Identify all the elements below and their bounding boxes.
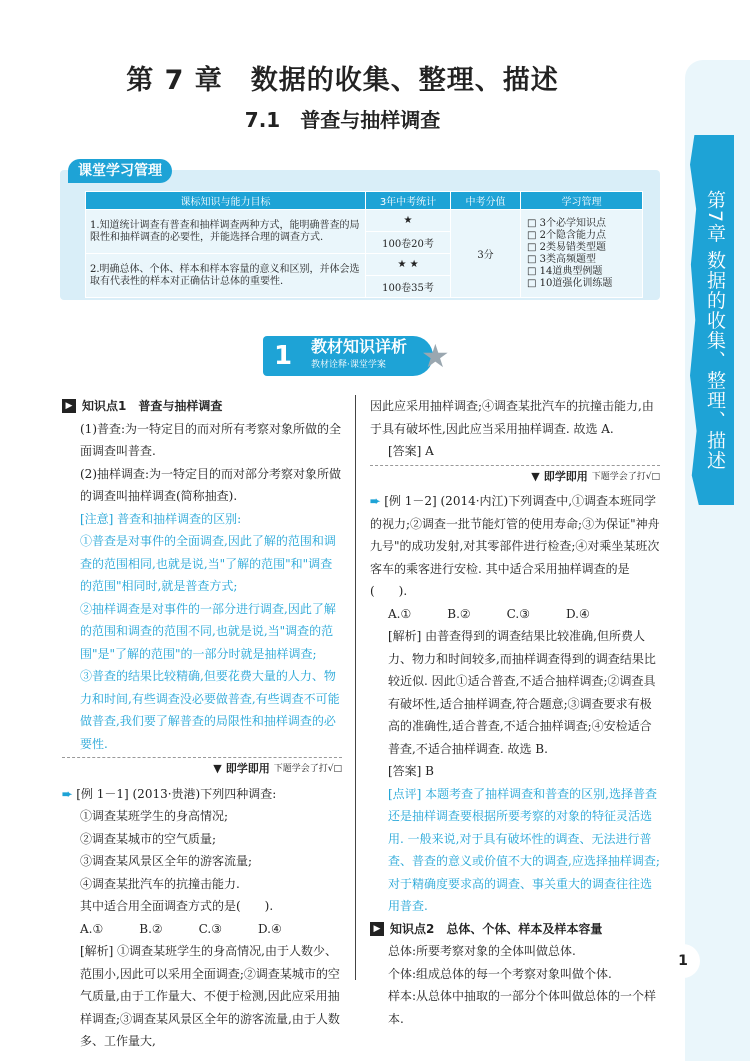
header-management: 学习管理 bbox=[521, 192, 643, 210]
left-column bbox=[62, 395, 342, 1053]
knowledge-point-2: ▶ 知识点2 总体、个体、样本及样本容量 bbox=[370, 918, 660, 941]
analysis-continued: 因此应采用抽样调查;④调查某批汽车的抗撞击能力,由于具有破坏性,因此应当采用抽样调查. 故选 A. bbox=[370, 399, 654, 436]
goal-1-count: 100卷20考 bbox=[366, 232, 451, 254]
checklist-item[interactable]: □ 10道强化训练题 bbox=[527, 277, 613, 289]
checklist-item[interactable]: □ 3类高频题型 bbox=[527, 253, 596, 265]
star-icon: ★ bbox=[421, 337, 450, 375]
choice: C.③ bbox=[506, 606, 530, 621]
checklist-item[interactable]: □ 2个隐含能力点 bbox=[527, 229, 606, 241]
choice: C.③ bbox=[198, 921, 222, 936]
answer: [答案] A bbox=[388, 444, 434, 458]
play-icon: ▶ bbox=[62, 399, 76, 413]
arrow-icon: ➨ bbox=[370, 494, 385, 508]
example-item: ④调查某批汽车的抗撞击能力. bbox=[80, 876, 240, 891]
definition: 总体:所要考察对象的全体叫做总体. bbox=[388, 944, 576, 958]
answer-choices bbox=[370, 603, 660, 626]
arrow-icon: ➨ bbox=[62, 786, 77, 801]
analysis: [解析] 由普查得到的调查结果比较准确,但所费人力、物力和时间较多,而抽样调查得到的调查结果比较近似. 因此①适合普查,不适合抽样调查;②调查具有破坏性,适合抽样调查,符合题意;③调查要求有极高的准确性,适合普查,不适合抽样调查;④安检适合普查,不适合抽样调查. 故选 B. bbox=[388, 629, 656, 756]
play-icon: ▶ bbox=[370, 922, 384, 936]
note-item: ③普查的结果比较精确,但要花费大量的人力、物力和时间,有些调查没必要做普查,有些调查不可能做普查,我们要了解普查的局限性和抽样调查的必要性. bbox=[80, 669, 340, 751]
example-title: ➨ [例 1－1] (2013·贵港)下列四种调查: bbox=[62, 786, 277, 801]
choice: A.① bbox=[80, 921, 104, 936]
example-title: ➨ [例 1－2] (2014·内江)下列调查中,①调查本班同学的视力;②调查一批节能灯管的使用寿命;③为保证"神舟九号"的成功发射,对其零部件进行检查;④对乘坐某班次客车的乘客进行安检. 其中适合采用抽样调查的是( ). bbox=[370, 494, 660, 598]
page-number: 1 bbox=[666, 944, 700, 978]
checklist-item[interactable]: □ 14道典型例题 bbox=[527, 265, 603, 277]
triangle-down-icon: ▼ bbox=[531, 469, 540, 483]
goal-1-stars: ★ bbox=[366, 210, 451, 232]
chapter-title: 第 7 章 数据的收集、整理、描述 bbox=[126, 65, 559, 96]
example-item: ②调查某城市的空气质量; bbox=[80, 831, 217, 846]
goal-2: 2.明确总体、个体、样本和样本容量的意义和区别，并体会选取有代表性的样本对正确估计总体的重要性. bbox=[86, 254, 366, 298]
choice: D.④ bbox=[257, 921, 282, 936]
column-divider bbox=[355, 395, 356, 980]
header-score: 中考分值 bbox=[451, 192, 521, 210]
definition: 样本:从总体中抽取的一部分个体叫做总体的一个样本. bbox=[388, 989, 657, 1026]
header-stats: 3年中考统计 bbox=[366, 192, 451, 210]
side-tab-text: 第7章 数据的收集、整理、描述 bbox=[704, 190, 726, 471]
answer: [答案] B bbox=[388, 764, 434, 778]
study-management-label: 课堂学习管理 bbox=[68, 159, 172, 183]
apply-bar: ▼ 即学即用 下题学会了打√□ bbox=[62, 757, 342, 781]
goal-1: 1.知道统计调查有普查和抽样调查两种方式，能明确普查的局限性和抽样调查的必要性，并能选择合理的调查方式. bbox=[86, 210, 366, 254]
banner-body bbox=[303, 336, 433, 376]
analysis: [解析] ①调查某班学生的身高情况,由于人数少、范围小,因此可以采用全面调查;②调查某城市的空气质量,由于工作量大、不便于检测,因此应采用抽样调查;③调查某风景区全年的游客流量,由于人数多、工作量大, bbox=[80, 944, 340, 1048]
checklist-item[interactable]: □ 2类易错类型题 bbox=[527, 241, 606, 253]
example-question: 其中适合用全面调查方式的是( ). bbox=[80, 899, 274, 913]
answer-choices bbox=[62, 918, 342, 941]
choice: D.④ bbox=[565, 606, 590, 621]
comment: [点评] 本题考查了抽样调查和普查的区别,选择普查还是抽样调查要根据所要考察的对象的特征灵活选用. 一般来说,对于具有破坏性的调查、无法进行普查、普查的意义或价值不大的调查,应选择抽样调查;对于精确度要求高的调查、事关重大的调查往往选用普查. bbox=[388, 786, 660, 913]
management-checklist bbox=[521, 210, 643, 298]
right-column bbox=[370, 395, 660, 1030]
triangle-down-icon: ▼ bbox=[213, 762, 222, 775]
banner-subtitle: 教材诠释·课堂学案 bbox=[311, 360, 386, 370]
example-item: ①调查某班学生的身高情况; bbox=[80, 809, 229, 823]
banner-number: 1 bbox=[263, 336, 303, 376]
paragraph: (2)抽样调查:为一特定目的而对部分考察对象所做的调查叫抽样调查(简称抽查). bbox=[80, 466, 342, 503]
paragraph: (1)普查:为一特定目的而对所有考察对象所做的全面调查叫普查. bbox=[80, 421, 342, 458]
choice: A.① bbox=[388, 606, 412, 621]
goal-2-stars: ★ ★ bbox=[366, 254, 451, 276]
choice: B.② bbox=[139, 921, 163, 936]
section-title: 7.1 普查与抽样调查 bbox=[244, 108, 441, 132]
choice: B.② bbox=[447, 606, 471, 621]
note-item: ②抽样调查是对事件的一部分进行调查,因此了解的范围和调查的范围不同,也就是说,当"调查的范围"是"了解的范围"的一部分时就是抽样调查; bbox=[80, 601, 336, 661]
knowledge-point-1: ▶ 知识点1 普查与抽样调查 bbox=[62, 395, 342, 418]
definition: 个体:组成总体的每一个考察对象叫做个体. bbox=[388, 966, 612, 981]
header-goals: 课标知识与能力目标 bbox=[86, 192, 366, 210]
note-item: ①普查是对事件的全面调查,因此了解的范围和调查的范围相同,也就是说,当"了解的范围"和"调查的范围"相同时,就是普查方式; bbox=[80, 534, 336, 593]
section-banner bbox=[263, 336, 453, 376]
goal-2-count: 100卷35考 bbox=[366, 276, 451, 298]
goals-table bbox=[85, 191, 643, 298]
example-item: ③调查某风景区全年的游客流量; bbox=[80, 854, 253, 868]
checklist-item[interactable]: □ 3个必学知识点 bbox=[527, 217, 606, 229]
exam-score: 3分 bbox=[451, 210, 521, 298]
note-title: [注意] 普查和抽样调查的区别: bbox=[80, 511, 242, 526]
banner-title: 教材知识详析 bbox=[311, 337, 408, 356]
apply-bar: ▼ 即学即用 下题学会了打√□ bbox=[370, 465, 660, 489]
